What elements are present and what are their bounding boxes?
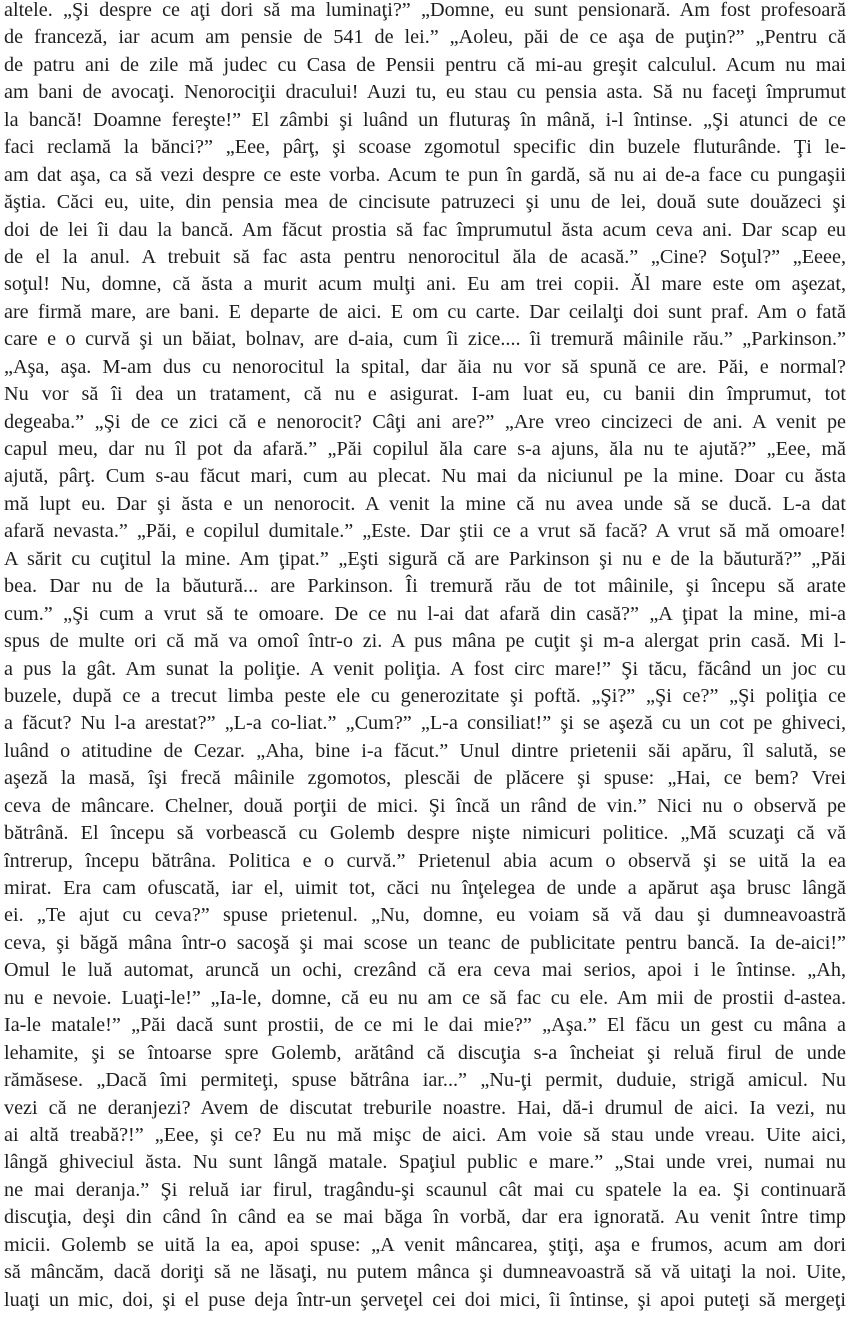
- text-line: bea. Dar nu de la băutură... are Parkinson. Îi tremură rău de tot mâinile, şi începu să arate: [4, 575, 846, 598]
- text-line: doi de lei îi dau la bancă. Am făcut prostia să fac împrumutul ăsta acum ceva ani. Dar scap eu: [4, 218, 846, 241]
- text-line: am bani de avocaţi. Nenorociţii dracului! Auzi tu, eu stau cu pensia asta. Să nu faceţi împrumut: [4, 81, 846, 104]
- text-line: buzele, după ce a trecut limba peste ele cu generozitate şi poftă. „Şi?” „Şi ce?” „Şi poliţia ce: [4, 684, 846, 707]
- text-line: cum.” „Şi cum a vrut să te omoare. De ce nu l-ai dat afară din casă?” „A ţipat la mine, mi-a: [4, 602, 846, 625]
- text-line: rămăsese. „Dacă îmi permiteţi, spuse bătrâna iar...” „Nu-ţi permit, duduie, strigă amicul. Nu: [4, 1069, 846, 1092]
- text-line: ăştia. Căci eu, uite, din pensia mea de cincisute patruzeci şi unu de lei, două sute douăzeci şi: [4, 191, 846, 214]
- text-line: lehamite, şi se întoarse spre Golemb, arătând că discuţia s-a încheiat şi reluă firul de unde: [4, 1041, 846, 1064]
- text-line: nu e nevoie. Luaţi-le!” „Ia-le, domne, că eu nu am ce să fac cu ele. Am mii de prostii d-astea.: [4, 986, 846, 1009]
- text-line: care e o curvă şi un băiat, bolnav, are d-aia, cum îi zice.... îi tremură mâinile rău.” „Parkinson.”: [4, 328, 846, 351]
- text-line: bătrână. El începu să vorbească cu Golemb despre nişte nimicuri politice. „Mă scuzaţi că vă: [4, 822, 846, 845]
- text-line: ceva de mâncare. Chelner, două porţii de mici. Şi încă un rând de vin.” Nici nu o observă pe: [4, 794, 846, 817]
- text-line: mă lupt eu. Dar şi ăsta e un nenorocit. A venit la mine că nu avea unde să se ducă. L-a dat: [4, 492, 846, 515]
- text-line: afară nevasta.” „Păi, e copilul dumitale.” „Este. Dar ştii ce a vrut să facă? A vrut să mă omoare!: [4, 520, 846, 543]
- text-line: ne mai deranja.” Şi reluă iar firul, tragându-şi scaunul cât mai cu spatele la ea. Şi continuară: [4, 1178, 846, 1201]
- text-line: „Aşa, aşa. M-am dus cu nenorocitul la spital, dar ăia nu vor să spună ce are. Păi, e normal?: [4, 355, 846, 378]
- text-line: Omul le luă automat, aruncă un ochi, crezând că era ceva mai serios, apoi i le întinse. „Ah,: [4, 959, 846, 982]
- text-line: lângă ghiveciul ăsta. Nu sunt lângă matale. Spaţiul public e mare.” „Stai unde vrei, numai nu: [4, 1151, 846, 1174]
- text-line: capul meu, dar nu îl pot da afară.” „Păi copilul ăla care s-a ajuns, ăla nu te ajută?” „Eee, mă: [4, 438, 846, 460]
- text-line: are firmă mare, are bani. E departe de aici. E om cu carte. Dar ceilalţi doi sunt praf. Am o fată: [4, 300, 846, 323]
- text-line: Ia-le matale!” „Păi dacă sunt prostii, de ce mi le dai mie?” „Aşa.” El făcu un gest cu mâna a: [4, 1014, 846, 1037]
- text-line: am dat aşa, ca să vezi despre ce este vorba. Acum te pun în gardă, să nu ai de-a face cu pungaşii: [4, 163, 846, 186]
- text-line: întrerup, începu bătrâna. Politica e o curvă.” Prietenul abia acum o observă şi se uită la ea: [4, 849, 846, 872]
- text-line: Nu vor să îi dea un tratament, că nu e asigurat. I-am luat eu, cu banii din împrumut, tot: [4, 383, 846, 406]
- text-line: de patru ani de zile mă judec cu Casa de Pensii pentru că mi-au greşit calculul. Acum nu mai: [4, 53, 846, 76]
- text-line: luaţi un mic, doi, şi el puse deja într-un şerveţel cei doi mici, îi întinse, şi apoi puteţi să mergeţi: [4, 1288, 846, 1311]
- text-line: soţul! Nu, domne, că ăsta a murit acum mulţi ani. Eu am trei copii. Ăl mare este om aşezat,: [4, 273, 846, 296]
- text-line: faci reclamă la bănci?” „Eee, pârţ, şi scoase zgomotul specific din buzele fluturânde. Ţi le-: [4, 136, 846, 159]
- text-line: a făcut? Nu l-a arestat?” „L-a co-liat.” „Cum?” „L-a consiliat!” şi se aşeză cu un cot pe ghiveci,: [4, 712, 846, 735]
- text-line: altele. „Şi despre ce aţi dori să ma luminaţi?” „Domne, eu sunt pensionară. Am fost profesoară: [4, 0, 846, 21]
- text-line: ajută, pârţ. Cum s-au făcut mari, cum au plecat. Nu mai da niciunul pe la mine. Doar cu ăsta: [4, 465, 846, 488]
- text-line: ai altă treabă?!” „Eee, şi ce? Eu nu mă mişc de aici. Am voie să stau unde vreau. Uite aici,: [4, 1123, 846, 1146]
- text-line: mirat. Era cam ofuscată, iar el, uimit tot, căci nu înţelegea de unde a apărut aşa brusc lângă: [4, 877, 846, 899]
- text-line: a pus la gât. Am sunat la poliţie. A venit poliţia. A fost circ mare!” Şi tăcu, făcând un joc cu: [4, 657, 846, 680]
- text-line: vezi că ne deranjezi? Avem de discutat treburile noastre. Hai, dă-i drumul de aici. Ia vezi, nu: [4, 1096, 846, 1119]
- text-line: de franceză, iar acum am pensie de 541 de lei.” „Aoleu, păi de ce aşa de puţin?” „Pentru că: [4, 26, 846, 49]
- text-line: luând o atitudine de Cezar. „Aha, bine i-a făcut.” Unul dintre prietenii săi apăru, îl salută, se: [4, 739, 846, 762]
- text-line: ei. „Te ajut cu ceva?” spuse prietenul. „Nu, domne, eu voiam să vă dau şi dumneavoastră: [4, 904, 846, 927]
- body-text: [4, 0, 846, 1314]
- text-line: de el la anul. A trebuit să fac asta pentru nenorocitul ăla de acasă.” „Cine? Soţul?” „Eeee,: [4, 245, 846, 268]
- text-line: discuţia, deşi din când în când ea se mai băga în vorbă, dar era ignorată. Au venit între timp: [4, 1206, 846, 1229]
- text-line: A sărit cu cuţitul la mine. Am ţipat.” „Eşti sigură că are Parkinson şi nu e de la băutură?” „Păi: [4, 547, 846, 570]
- text-line: să mâncăm, dacă doriţi să ne lăsaţi, nu putem mânca şi dumneavoastră să vă uitaţi la noi. Uite,: [4, 1261, 846, 1284]
- text-line: ceva, şi băgă mâna într-o sacoşă şi mai scose un teanc de publicitate pentru bancă. Ia de-aici!”: [4, 931, 846, 954]
- text-line: micii. Golemb se uită la ea, apoi spuse: „A venit mâncarea, ştiţi, aşa e frumos, acum am dori: [4, 1233, 846, 1256]
- text-line: aşeză la masă, îşi frecă mâinile zgomotos, plescăi de plăcere şi spuse: „Hai, ce bem? Vrei: [4, 767, 846, 790]
- text-line: degeaba.” „Şi de ce zici că e nenorocit? Câţi ani are?” „Are vreo cincizeci de ani. A venit pe: [4, 410, 846, 433]
- text-line: spus de multe ori că mă va omoî într-o zi. A pus mâna pe cuţit şi m-a alergat prin casă. Mi l-: [4, 630, 846, 653]
- text-line: la bancă! Doamne fereşte!” El zâmbi şi luând un fluturaş în mână, i-l întinse. „Şi atunci de ce: [4, 108, 846, 131]
